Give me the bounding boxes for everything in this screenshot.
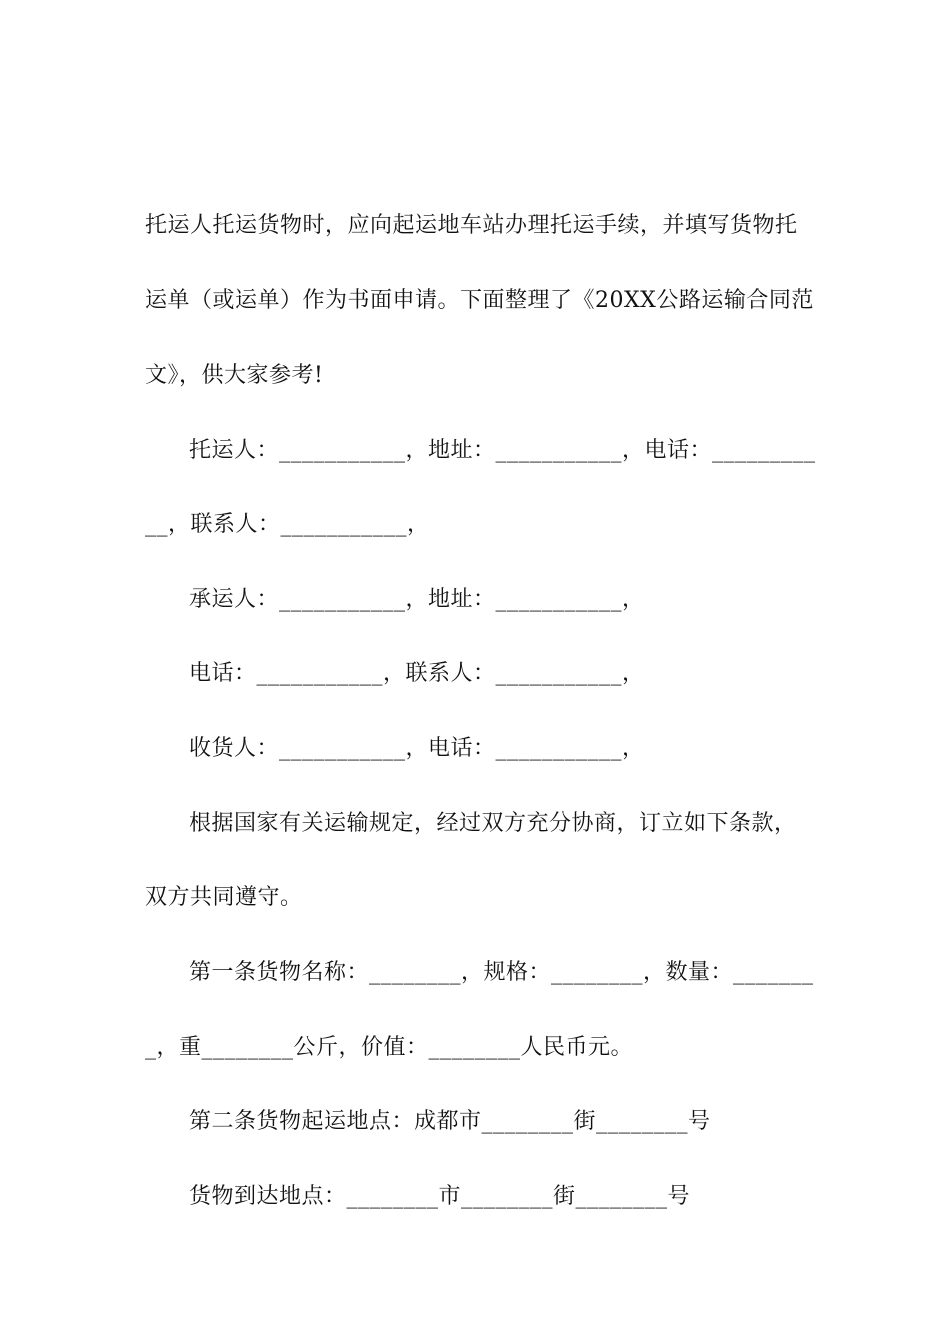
intro-line-3: 文》，供大家参考!	[145, 363, 324, 388]
article-2-line-1: 第二条货物起运地点：成都市________街________号	[189, 1109, 711, 1134]
agreement-line-1: 根据国家有关运输规定，经过双方充分协商，订立如下条款，	[189, 811, 797, 836]
consignee-line: 收货人：___________，电话：___________，	[189, 736, 645, 761]
article-1-line-2: _，重________公斤，价值：________人民币元。	[145, 1035, 634, 1060]
carrier-line-2: 电话：___________，联系人：___________，	[189, 661, 645, 686]
shipper-line-2: __，联系人：___________，	[145, 512, 430, 537]
article-2-line-2: 货物到达地点：________市________街________号	[189, 1184, 691, 1209]
carrier-line-1: 承运人：___________，地址：___________，	[189, 587, 645, 612]
agreement-line-2: 双方共同遵守。	[145, 885, 303, 910]
intro-line-2: 运单（或运单）作为书面申请。下面整理了《20XX公路运输合同范	[145, 288, 814, 313]
intro-line-1: 托运人托运货物时，应向起运地车站办理托运手续，并填写货物托	[145, 213, 798, 238]
shipper-line-1: 托运人：___________，地址：___________，电话：_________	[189, 438, 816, 463]
article-1-line-1: 第一条货物名称：________，规格：________，数量：_______	[189, 960, 814, 985]
